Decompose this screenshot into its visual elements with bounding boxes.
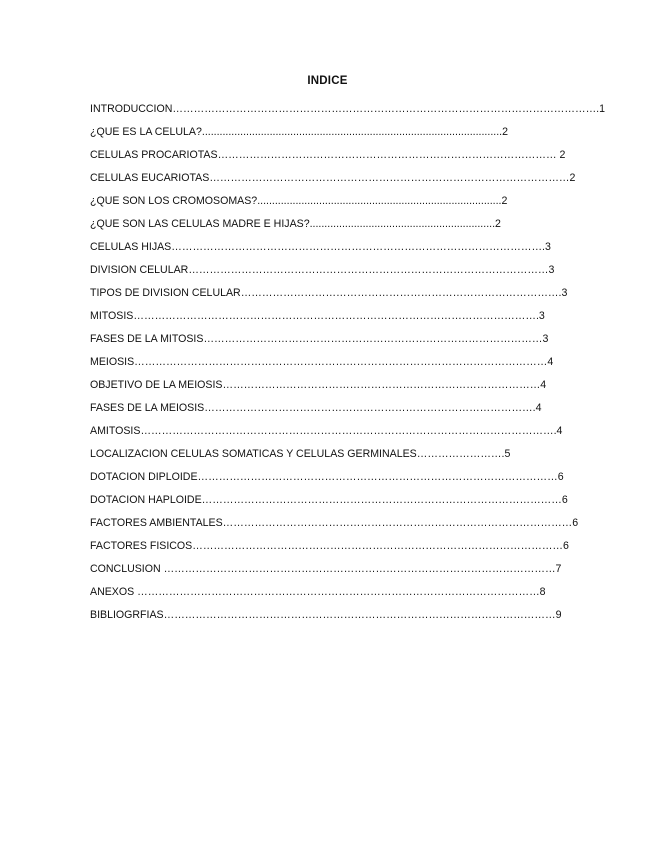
toc-entry — [90, 534, 569, 557]
toc-entry-page: 2 — [502, 125, 508, 138]
toc-entry — [90, 304, 560, 327]
toc-entry — [90, 580, 560, 603]
toc-entry — [90, 557, 560, 580]
toc-entry — [90, 143, 566, 166]
toc-entry-page: 4 — [547, 355, 554, 368]
toc-entry-page: 3 — [548, 263, 555, 276]
toc-entry-leader: …………………………………………………………………………………………… — [171, 240, 543, 253]
toc-entry-label: BIBLIOGRFIAS — [90, 608, 164, 621]
toc-entry — [90, 465, 564, 488]
toc-entry-page: 6 — [561, 493, 568, 506]
toc-entry-leader: ………………………………………………………………………………………… — [209, 171, 570, 184]
toc-entry — [90, 166, 576, 189]
toc-entry-page: 6 — [572, 516, 579, 529]
toc-entry-leader: ………………………………………………………………………………………… — [188, 263, 549, 276]
toc-entry-label: ¿QUE ES LA CELULA? — [90, 125, 202, 138]
toc-entry-leader: …………………………………………………………………………………… — [203, 332, 543, 345]
toc-entry-leader: …………………………………………………………………………………………………… — [133, 309, 536, 322]
toc-entry-label: FASES DE LA MEIOSIS — [90, 401, 205, 414]
toc-entry-label: ANEXOS — [90, 585, 138, 598]
toc-entry-label: OBJETIVO DE LA MEIOSIS — [90, 378, 223, 391]
toc-entry — [90, 419, 563, 442]
toc-entry-page: 2 — [569, 171, 576, 184]
toc-entry — [90, 327, 560, 350]
toc-entry-page: 3 — [542, 332, 549, 345]
toc-entry-leader: ………………………………………………………………………………………… — [197, 470, 558, 483]
toc-entry — [90, 189, 560, 212]
toc-entry-label: FASES DE LA MITOSIS — [90, 332, 204, 345]
toc-entry-label: ¿QUE SON LAS CELULAS MADRE E HIJAS? — [90, 217, 310, 230]
toc-entry-leader: ................................................................................... — [257, 194, 502, 207]
toc-entry-page: 4 — [540, 378, 547, 391]
toc-entry-page: 8 — [539, 585, 546, 598]
toc-entry-label: AMITOSIS — [90, 424, 141, 437]
toc-entry-label: MITOSIS — [90, 309, 134, 322]
toc-entry-label: CELULAS PROCARIOTAS — [90, 148, 218, 161]
toc-entry-label: CELULAS EUCARIOTAS — [90, 171, 210, 184]
toc-entry-label: TIPOS DE DIVISION CELULAR — [90, 286, 241, 299]
toc-entry-leader: ……………………………………………………………………………… — [222, 378, 541, 391]
toc-entry-leader: ………………………………………………………………………………………………… — [163, 562, 556, 575]
toc-entry-page: .1 — [596, 102, 605, 115]
toc-entry-label: DOTACION HAPLOIDE — [90, 493, 202, 506]
toc-entry-leader: ………………………………………………………………………………………… — [201, 493, 562, 506]
toc-entry — [90, 442, 560, 465]
toc-entry-page: .4 — [532, 401, 542, 414]
toc-entry — [90, 350, 560, 373]
toc-entry-page: 2 — [501, 194, 508, 207]
toc-entry — [90, 373, 560, 396]
toc-entry-page: 7 — [555, 562, 562, 575]
toc-entry — [90, 511, 579, 534]
toc-entry-label: MEIOSIS — [90, 355, 135, 368]
toc-entry-page: 6 — [563, 539, 569, 552]
toc-entry — [90, 396, 560, 419]
toc-entry-page: .5 — [501, 447, 511, 460]
toc-entry-leader: ………………………………………………………………………………………………… — [163, 608, 556, 621]
toc-entry-leader: ……………………………………………………………………………………… — [222, 516, 573, 529]
page-title: INDICE — [307, 75, 348, 87]
toc-entry-page: 2 — [495, 217, 501, 230]
toc-entry-leader: ……………………………………………………………………………… — [240, 286, 559, 299]
toc-entry-leader: ...................................................................................................... — [201, 125, 503, 138]
toc-entry-label: CELULAS HIJAS — [90, 240, 172, 253]
toc-entry-leader: …………………………………………………………………………………………… — [192, 539, 564, 552]
toc-entry — [90, 120, 560, 143]
table-of-contents — [90, 97, 605, 626]
toc-entry-label: CONCLUSION — [90, 562, 164, 575]
toc-entry-label: LOCALIZACION CELULAS SOMATICAS Y CELULAS GERMINALES — [90, 447, 417, 460]
toc-entry-page: .3 — [542, 240, 551, 253]
toc-entry — [90, 281, 568, 304]
toc-entry-page: .4 — [553, 424, 563, 437]
toc-entry — [90, 258, 560, 281]
toc-entry-label: ¿QUE SON LOS CROMOSOMAS? — [90, 194, 258, 207]
toc-entry-leader: ……………………………………………………………………………………………………… — [140, 424, 554, 437]
toc-entry-label: DOTACION DIPLOIDE — [90, 470, 198, 483]
toc-entry-leader: …………………… — [416, 447, 502, 460]
toc-entry-page: .3 — [558, 286, 568, 299]
toc-entry — [90, 488, 568, 511]
toc-entry-page: 9 — [555, 608, 562, 621]
toc-entry — [90, 235, 560, 258]
toc-entry-page: .3 — [535, 309, 545, 322]
toc-entry-leader: …………………………………………………………………………………………………… — [137, 585, 540, 598]
toc-entry-label: FACTORES AMBIENTALES — [90, 516, 223, 529]
toc-entry-page: 6 — [557, 470, 564, 483]
toc-entry — [90, 212, 560, 235]
toc-entry-leader: ………………………………………………………………………………… — [204, 401, 533, 414]
toc-entry — [90, 97, 605, 120]
toc-entry-leader: ............................................................... — [309, 217, 496, 230]
toc-entry-leader: ………………………………………………………………………………………………………… — [172, 102, 597, 115]
toc-entry — [90, 603, 560, 626]
toc-entry-leader: …………………………………………………………………………………… — [217, 148, 557, 161]
toc-entry-leader: ……………………………………………………………………………………………………… — [134, 355, 548, 368]
toc-entry-label: INTRODUCCION — [90, 102, 173, 115]
toc-entry-page: 2 — [556, 148, 566, 161]
toc-entry-label: FACTORES FISICOS — [90, 539, 193, 552]
toc-entry-label: DIVISION CELULAR — [90, 263, 189, 276]
